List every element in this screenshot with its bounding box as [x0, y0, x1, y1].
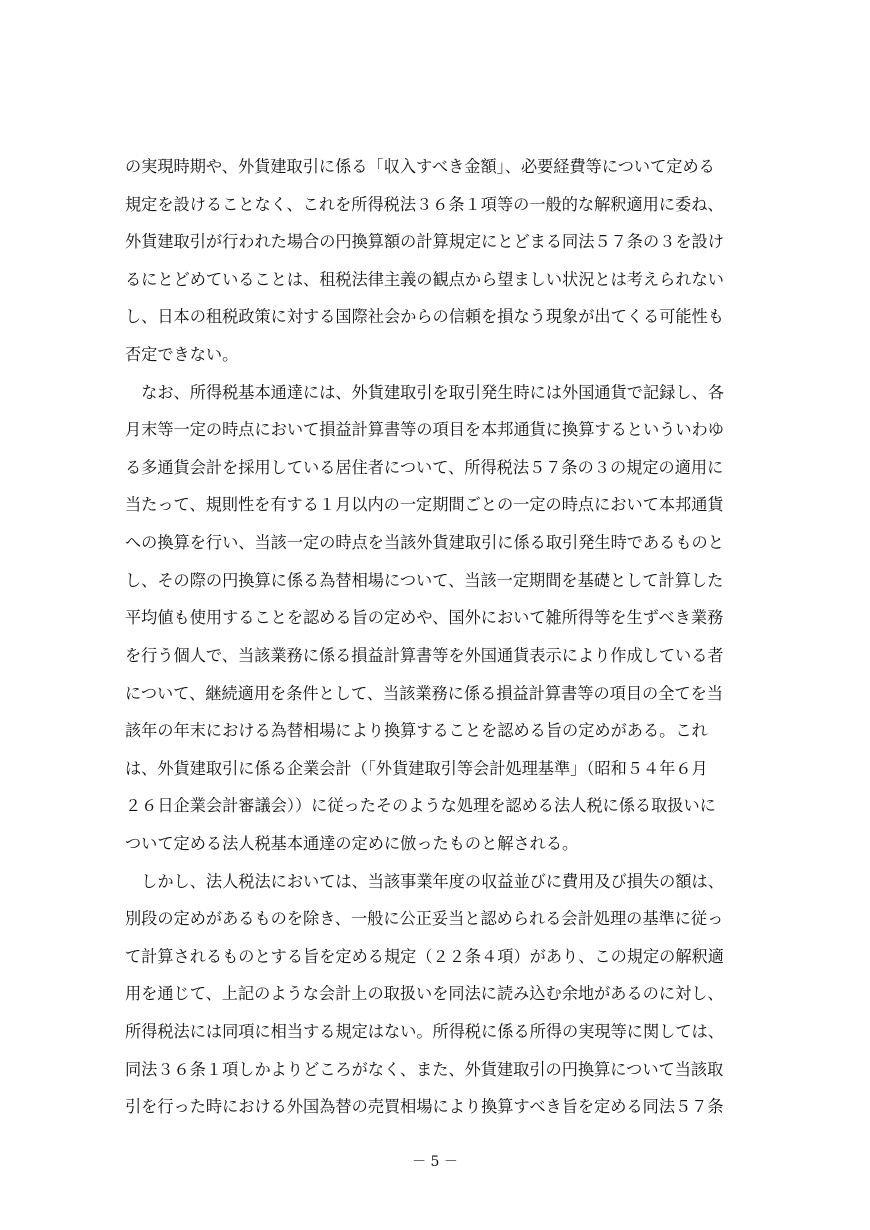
text-line: 否定できない。: [125, 345, 239, 365]
text-line: 別段の定めがあるものを除き、一般に公正妥当と認められる会計処理の基準に従っ: [125, 909, 724, 929]
text-line: は、外貨建取引に係る企業会計（「外貨建取引等会計処理基準」（昭和５４年６月: [125, 758, 708, 778]
text-line: について、継続適用を条件として、当該業務に係る損益計算書等の項目の全てを当: [125, 683, 723, 703]
text-line: 当たって、規則性を有する１月以内の一定期間ごとの一定の時点において本邦通貨: [125, 495, 724, 515]
text-line: る多通貨会計を採用している居住者について、所得税法５７条の３の規定の適用に: [125, 457, 724, 477]
text-line: ついて定める法人税基本通達の定めに倣ったものと解される。: [125, 833, 579, 853]
text-line: への換算を行い、当該一定の時点を当該外貨建取引に係る取引発生時であるものと: [125, 533, 724, 553]
text-line: ２６日企業会計審議会））に従ったそのような処理を認める法人税に係る取扱いに: [125, 796, 716, 816]
body-text: [125, 148, 785, 1126]
text-line: しかし、法人税法においては、当該事業年度の収益並びに費用及び損失の額は、: [125, 871, 724, 891]
text-line: 規定を設けることなく、これを所得税法３６条１項等の一般的な解釈適用に委ね、: [125, 194, 724, 214]
page-number: － 5 －: [412, 1154, 458, 1170]
text-line: なお、所得税基本通達には、外貨建取引を取引発生時には外国通貨で記録し、各: [125, 382, 724, 402]
text-line: るにとどめていることは、租税法律主義の観点から望ましい状況とは考えられない: [125, 269, 724, 289]
text-line: 外貨建取引が行われた場合の円換算額の計算規定にとどまる同法５７条の３を設け: [125, 232, 724, 252]
text-line: し、日本の租税政策に対する国際社会からの信頼を損なう現象が出てくる可能性も: [125, 307, 724, 327]
text-line: を行う個人で、当該業務に係る損益計算書等を外国通貨表示により作成している者: [125, 645, 724, 665]
text-line: の実現時期や、外貨建取引に係る「収入すべき金額」、必要経費等について定める: [125, 157, 715, 176]
text-line: 該年の年末における為替相場により換算することを認める旨の定めがある。これ: [125, 721, 708, 741]
text-line: 同法３６条１項しかよりどころがなく、また、外貨建取引の円換算について当該取: [125, 1059, 724, 1079]
text-line: 引を行った時における外国為替の売買相場により換算すべき旨を定める同法５７条: [125, 1097, 724, 1117]
text-line: て計算されるものとする旨を定める規定（２２条４項）があり、この規定の解釈適: [125, 946, 724, 966]
text-line: 平均値も使用することを認める旨の定めや、国外において雑所得等を生ずべき業務: [125, 608, 724, 628]
text-line: 月末等一定の時点において損益計算書等の項目を本邦通貨に換算するといういわゆ: [125, 420, 724, 440]
text-line: 用を通じて、上記のような会計上の取扱いを同法に読み込む余地があるのに対し、: [125, 984, 724, 1004]
text-line: 所得税法には同項に相当する規定はない。所得税に係る所得の実現等に関しては、: [125, 1022, 724, 1042]
text-line: し、その際の円換算に係る為替相場について、当該一定期間を基礎として計算した: [125, 570, 724, 590]
